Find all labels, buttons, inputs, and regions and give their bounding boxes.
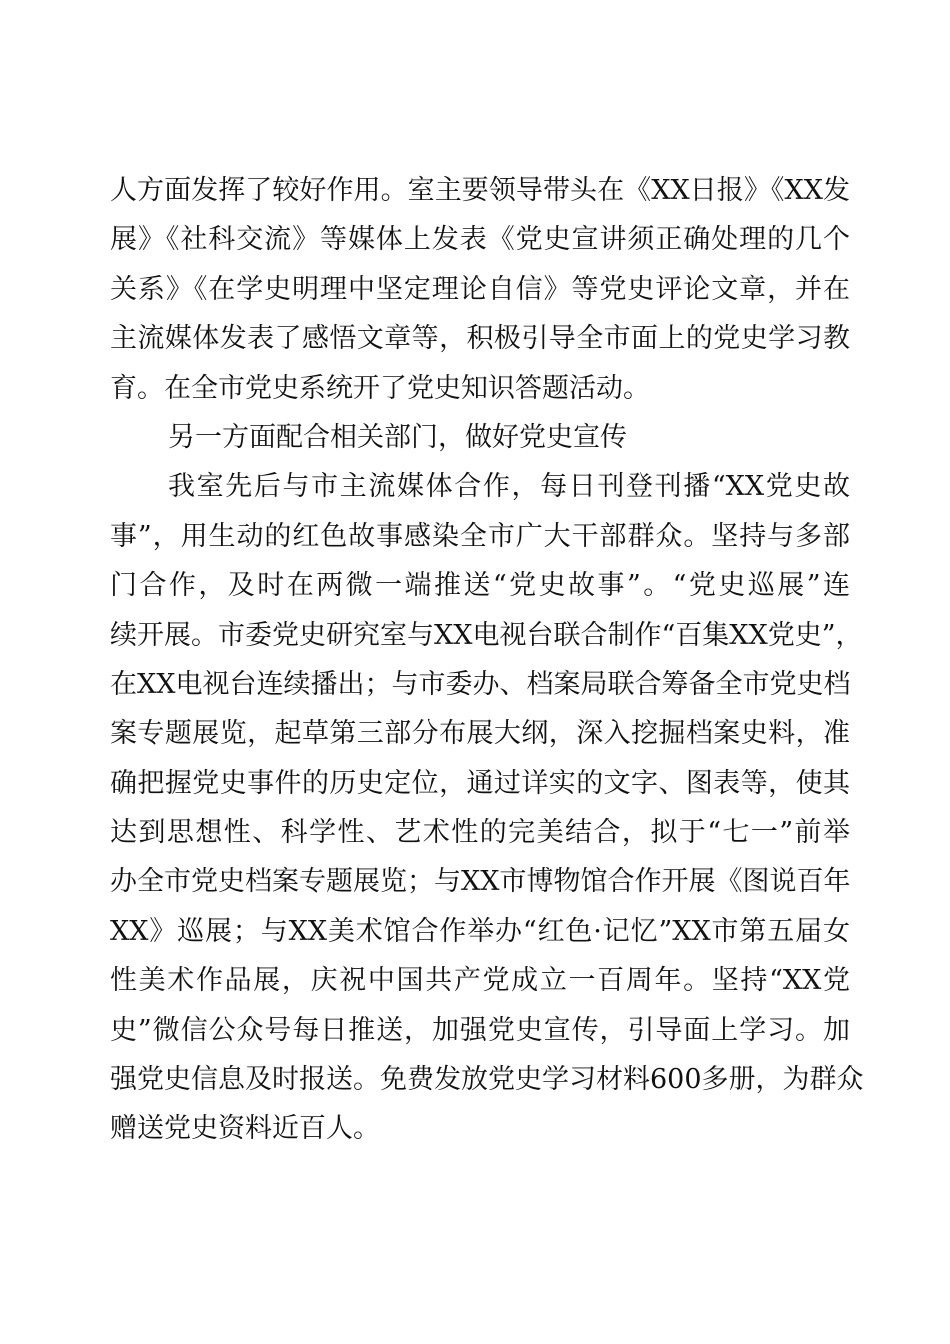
text-line: 展》《社科交流》等媒体上发表《党史宣讲须正确处理的几个 — [110, 224, 850, 256]
text-line: 达到思想性、科学性、艺术性的完美结合，拟于“七一”前举 — [110, 817, 850, 849]
text-line: 人方面发挥了较好作用。室主要领导带头在《XX日报》《XX发 — [110, 175, 850, 206]
text-line: 育。在全市党史系统开了党史知识答题活动。 — [110, 372, 650, 404]
text-line: 办全市党史档案专题展览；与XX市博物馆合作开展《图说百年 — [110, 866, 851, 898]
text-line: 史”微信公众号每日推送，加强党史宣传，引导面上学习。加 — [110, 1014, 850, 1046]
text-line: 赠送党史资料近百人。 — [110, 1113, 380, 1145]
text-line: 关系》《在学史明理中坚定理论自信》等党史评论文章，并在 — [110, 273, 850, 305]
text-line: 主流媒体发表了感悟文章等，积极引导全市面上的党史学习教 — [110, 323, 850, 355]
text-line: XX》巡展；与XX美术馆合作举办“红色·记忆”XX市第五届女 — [110, 915, 850, 947]
text-line: 确把握党史事件的历史定位，通过详实的文字、图表等，使其 — [110, 767, 850, 799]
text-line: 续开展。市委党史研究室与XX电视台联合制作“百集XX党史”， — [110, 619, 863, 651]
text-line: 强党史信息及时报送。免费发放党史学习材料600多册，为群众 — [110, 1064, 864, 1096]
section-heading: 另一方面配合相关部门，做好党史宣传 — [168, 421, 627, 453]
text-line: 在XX电视台连续播出；与市委办、档案局联合筹备全市党史档 — [110, 668, 851, 700]
document-body — [110, 166, 864, 1154]
text-line: 性美术作品展，庆祝中国共产党成立一百周年。坚持“XX党 — [110, 965, 850, 997]
text-line: 我室先后与市主流媒体合作，每日刊登刊播“XX党史故 — [168, 471, 850, 503]
text-line: 事”，用生动的红色故事感染全市广大干部群众。坚持与多部 — [110, 520, 850, 552]
text-line: 案专题展览，起草第三部分布展大纲，深入挖掘档案史料，准 — [110, 718, 850, 750]
text-line: 门合作，及时在两微一端推送“党史故事”。“党史巡展”连 — [110, 570, 850, 602]
